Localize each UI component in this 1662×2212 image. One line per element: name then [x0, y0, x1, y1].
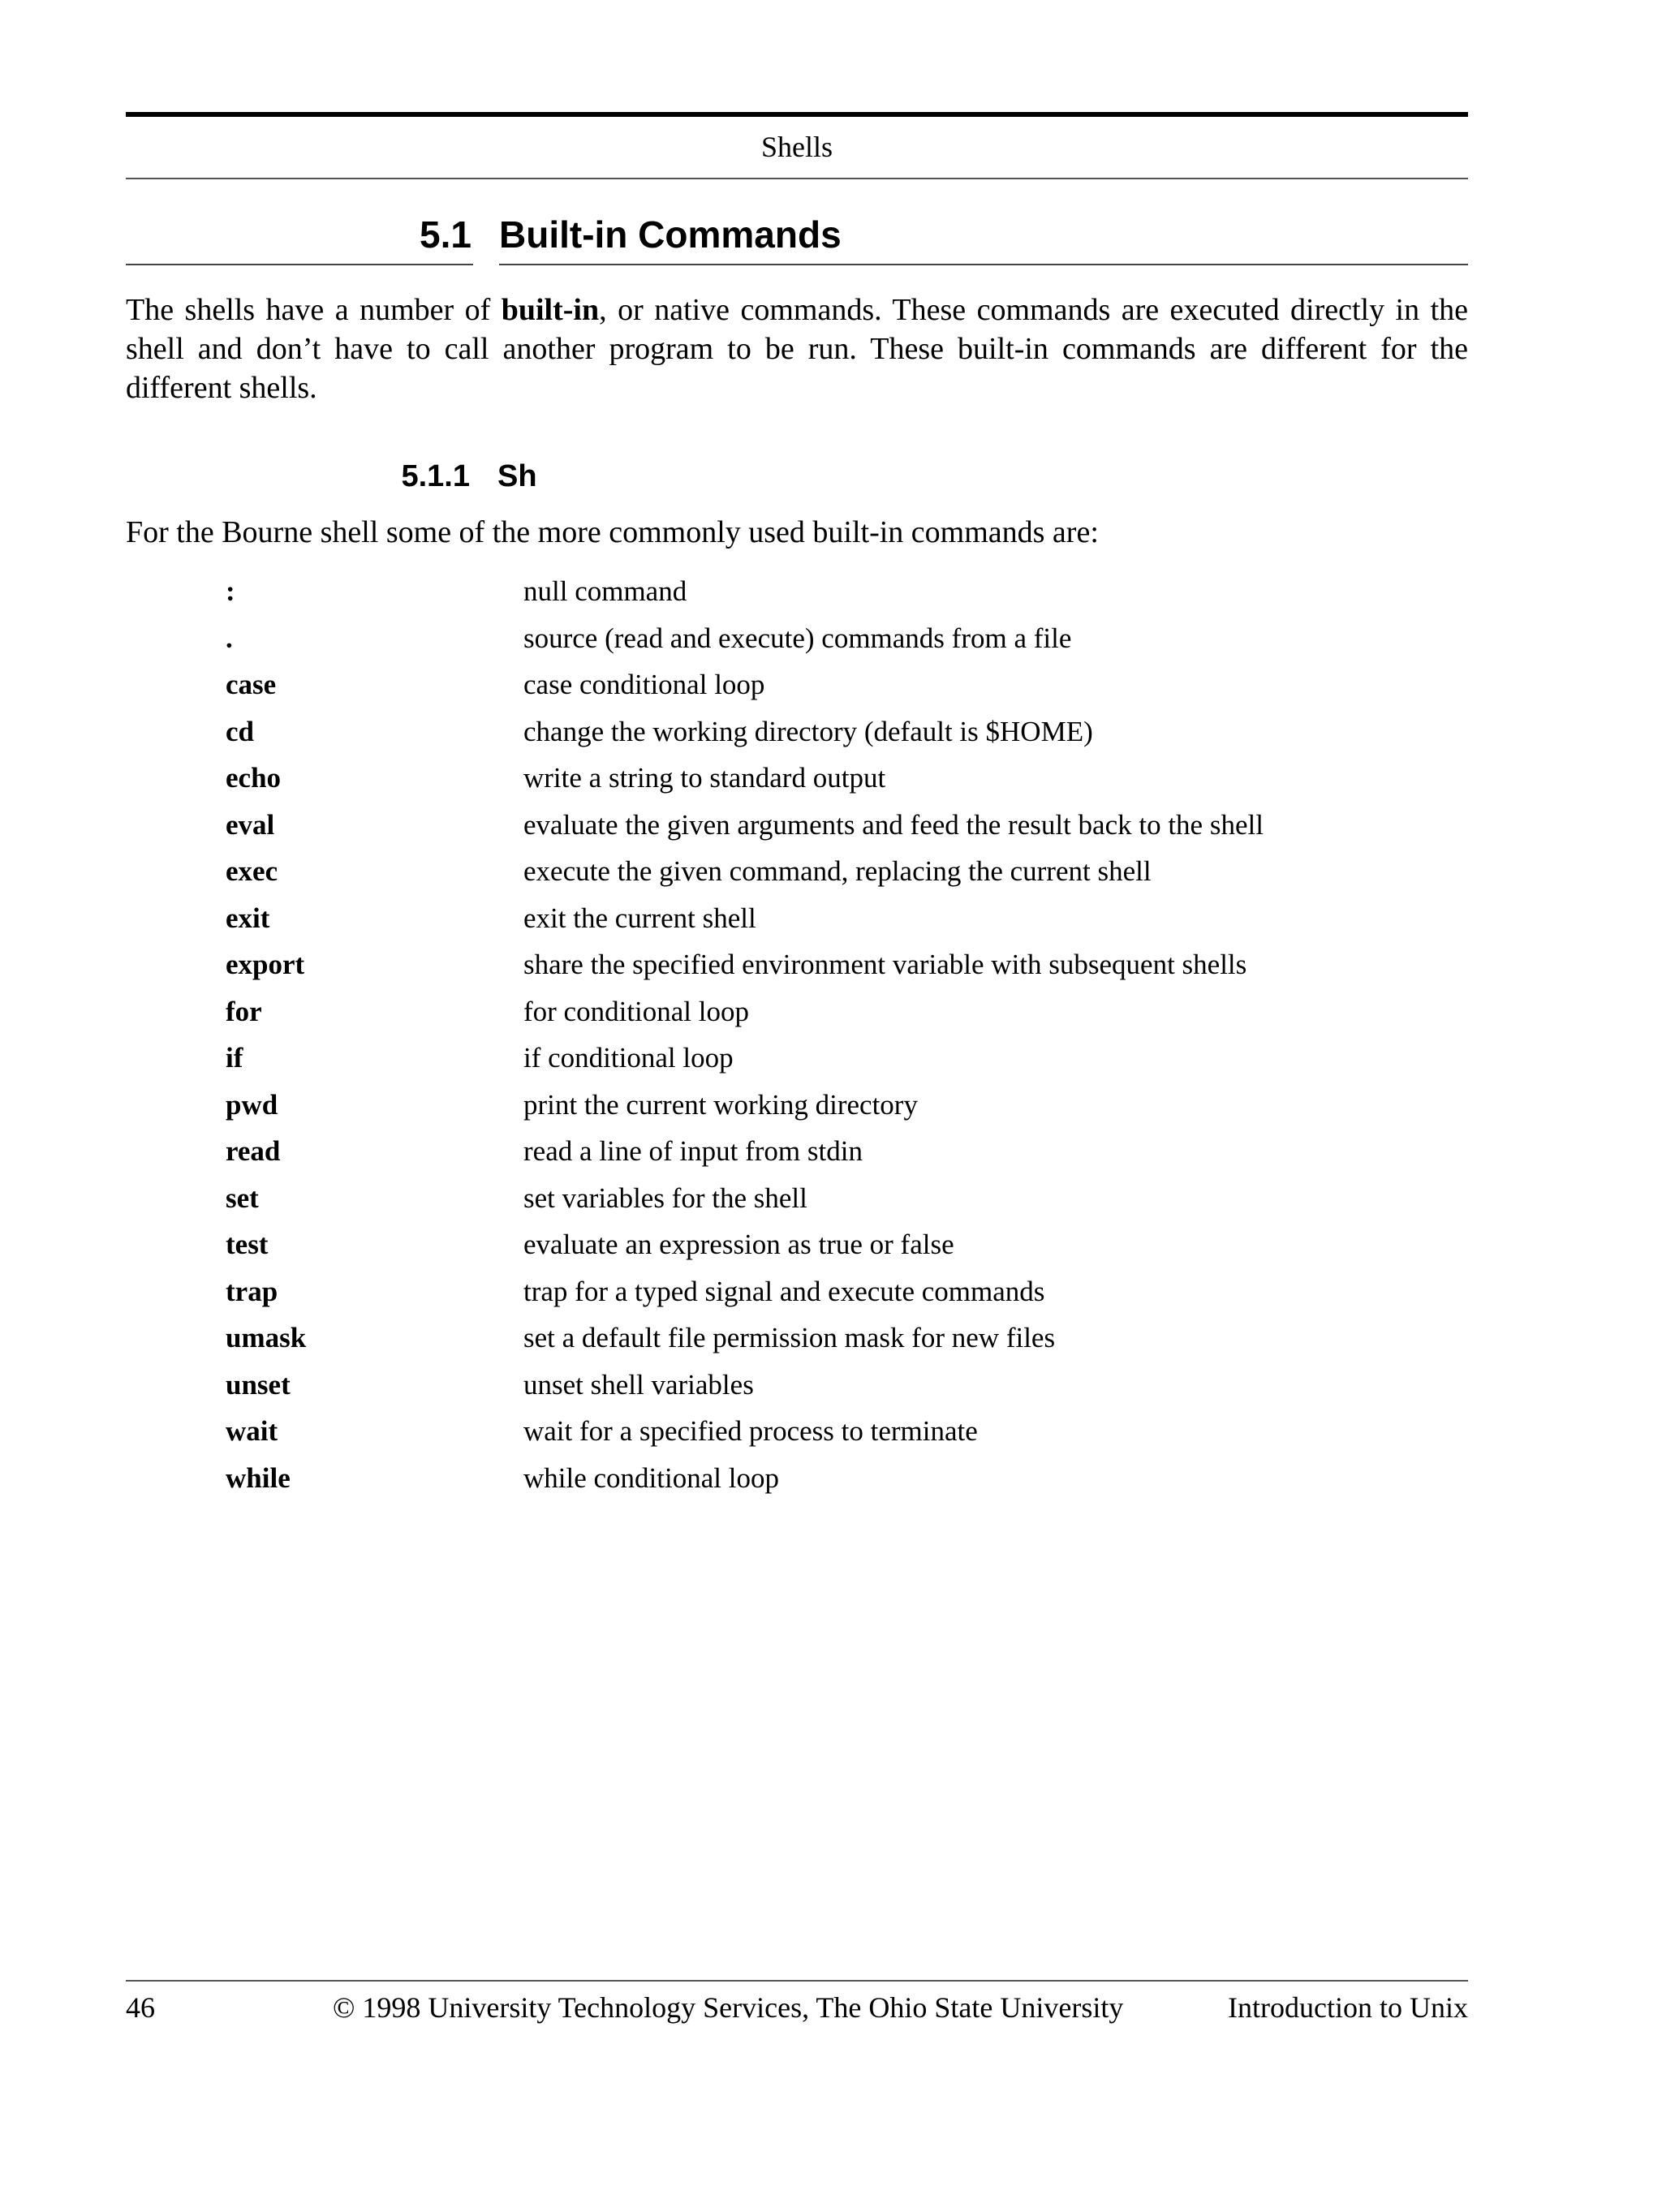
- command-row: [0, 755, 1662, 802]
- command-name: trap: [226, 1275, 278, 1307]
- page-number: 46: [126, 1991, 155, 2024]
- command-name: umask: [226, 1322, 307, 1353]
- command-description: unset shell variables: [523, 1368, 754, 1401]
- subsection-number: 5.1.1: [401, 459, 470, 493]
- command-description: null command: [523, 575, 687, 607]
- command-list: [0, 568, 1662, 1501]
- command-row: [0, 1082, 1662, 1129]
- command-name: pwd: [226, 1088, 278, 1121]
- command-row: [0, 615, 1662, 662]
- command-description: exit the current shell: [523, 902, 756, 934]
- running-head: Shells: [760, 131, 833, 163]
- command-name: .: [226, 622, 233, 654]
- command-row: [0, 1455, 1662, 1502]
- command-row: [0, 1268, 1662, 1315]
- command-name: case: [226, 669, 277, 700]
- command-name: exec: [226, 855, 278, 887]
- command-row: [0, 988, 1662, 1035]
- section-heading: [126, 213, 1468, 266]
- command-description: if conditional loop: [523, 1042, 734, 1074]
- command-row: [0, 941, 1662, 988]
- footer-rule: [126, 1980, 1468, 1982]
- copyright-notice: © 1998 University Technology Services, The Ohio State University: [333, 1991, 1124, 2024]
- command-description: for conditional loop: [523, 995, 750, 1027]
- command-description: case conditional loop: [523, 669, 765, 700]
- command-description: source (read and execute) commands from a file: [523, 622, 1072, 654]
- command-row: [0, 848, 1662, 895]
- command-row: [0, 895, 1662, 942]
- command-row: [0, 1408, 1662, 1455]
- command-name: read: [226, 1135, 281, 1167]
- command-name: cd: [226, 715, 254, 747]
- command-description: wait for a specified process to terminate: [523, 1415, 978, 1447]
- command-description: execute the given command, replacing the current shell: [523, 855, 1152, 887]
- command-description: set a default file permission mask for new files: [523, 1322, 1056, 1353]
- command-row: [0, 1362, 1662, 1409]
- command-description: change the working directory (default is $HOME): [523, 715, 1093, 747]
- command-name: :: [226, 575, 235, 607]
- section-number: 5.1: [420, 213, 471, 256]
- command-row: [0, 1315, 1662, 1362]
- command-name: unset: [226, 1368, 291, 1401]
- subsection-title: Sh: [497, 459, 537, 493]
- command-row: [0, 661, 1662, 708]
- command-row: [0, 708, 1662, 755]
- command-name: eval: [226, 808, 275, 841]
- command-name: wait: [226, 1415, 278, 1447]
- intro-text-before: The shells have a number of: [126, 293, 502, 327]
- command-name: echo: [226, 762, 282, 794]
- header-thick-rule: [126, 112, 1468, 117]
- subsection-heading: [126, 459, 1468, 500]
- command-description: evaluate the given arguments and feed the result back to the shell: [523, 808, 1264, 841]
- command-description: print the current working directory: [523, 1088, 918, 1121]
- section-title: Built-in Commands: [499, 213, 842, 256]
- intro-paragraph: [126, 290, 1468, 407]
- command-name: if: [226, 1042, 243, 1074]
- command-description: set variables for the shell: [523, 1181, 807, 1214]
- intro-bold-term: built-in: [501, 293, 600, 327]
- command-row: [0, 1175, 1662, 1222]
- command-description: while conditional loop: [523, 1461, 779, 1494]
- section-rule-right: [499, 264, 1468, 265]
- command-name: export: [226, 949, 305, 980]
- command-name: exit: [226, 902, 270, 934]
- header-thin-rule: [126, 178, 1468, 179]
- command-description: write a string to standard output: [523, 762, 886, 794]
- command-row: [0, 568, 1662, 615]
- command-row: [0, 802, 1662, 849]
- command-row: [0, 1128, 1662, 1175]
- command-name: for: [226, 995, 262, 1027]
- command-description: share the specified environment variable with subsequent shells: [523, 949, 1247, 980]
- intro-text-after: , or native commands. These commands are executed directly in the shell and don’t have to call another program to be run. These built-in commands are different for the different shells.: [126, 293, 1468, 405]
- command-name: test: [226, 1229, 269, 1260]
- subsection-lead: For the Bourne shell some of the more commonly used built-in commands are:: [126, 515, 1099, 549]
- command-description: read a line of input from stdin: [523, 1135, 863, 1167]
- section-rule-left: [126, 264, 473, 265]
- command-name: set: [226, 1181, 259, 1214]
- command-description: evaluate an expression as true or false: [523, 1229, 954, 1260]
- book-title: Introduction to Unix: [1228, 1991, 1468, 2024]
- command-description: trap for a typed signal and execute commands: [523, 1275, 1045, 1307]
- page-footer: [126, 1990, 1468, 2031]
- command-row: [0, 1035, 1662, 1082]
- command-row: [0, 1221, 1662, 1268]
- command-name: while: [226, 1461, 291, 1494]
